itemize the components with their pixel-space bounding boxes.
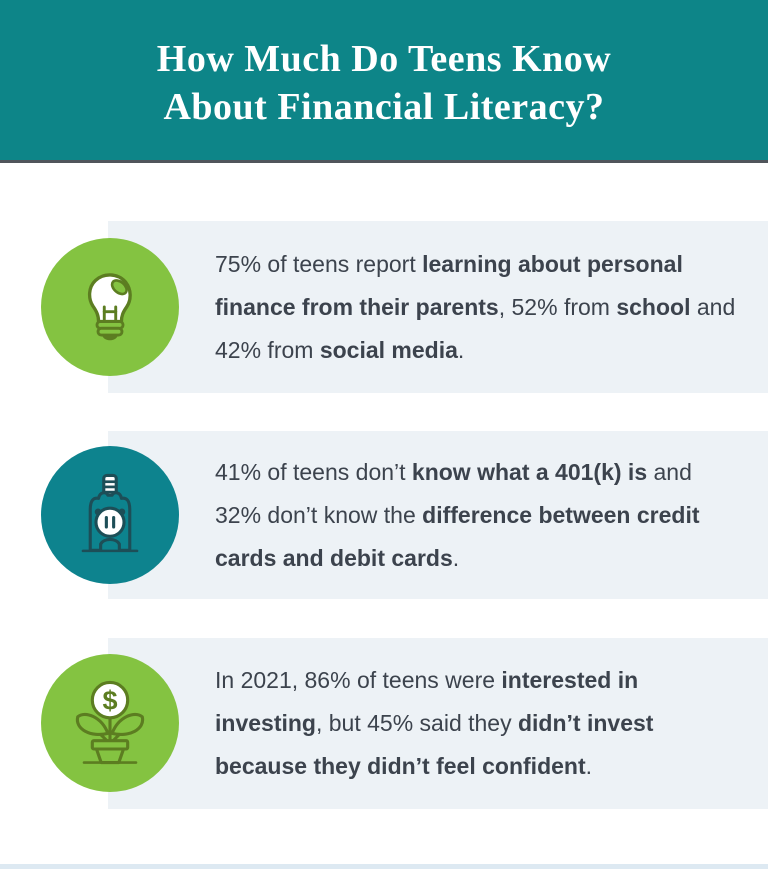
- stat-circle-investing: [41, 654, 179, 792]
- stat-panel-sources: [108, 221, 768, 393]
- page-title-line2: About Financial Literacy?: [163, 86, 605, 128]
- stat-circle-knowledge: [41, 446, 179, 584]
- page-title-line1: How Much Do Teens Know: [156, 38, 612, 80]
- stat-text-knowledge: 41% of teens don’t know what a 401(k) is and 32% don’t know the difference between credit cards and debit cards.: [215, 458, 700, 571]
- page-title: [157, 35, 611, 131]
- stat-panel-investing: [108, 638, 768, 809]
- bottom-strip: [0, 864, 768, 869]
- dollar-sign: $: [102, 685, 118, 716]
- lightbulb-icon: [58, 255, 162, 359]
- stat-text-investing: In 2021, 86% of teens were interested in investing, but 45% said they didn’t invest because they didn’t feel confident.: [215, 667, 654, 779]
- piggy-bank-icon: [58, 463, 162, 567]
- stat-circle-sources: [41, 238, 179, 376]
- header: [0, 0, 768, 163]
- stat-panel-knowledge: [108, 431, 768, 599]
- money-plant-icon: [58, 671, 162, 775]
- stat-text-sources: 75% of teens report learning about personal finance from their parents, 52% from school and 42% from social media.: [215, 250, 736, 363]
